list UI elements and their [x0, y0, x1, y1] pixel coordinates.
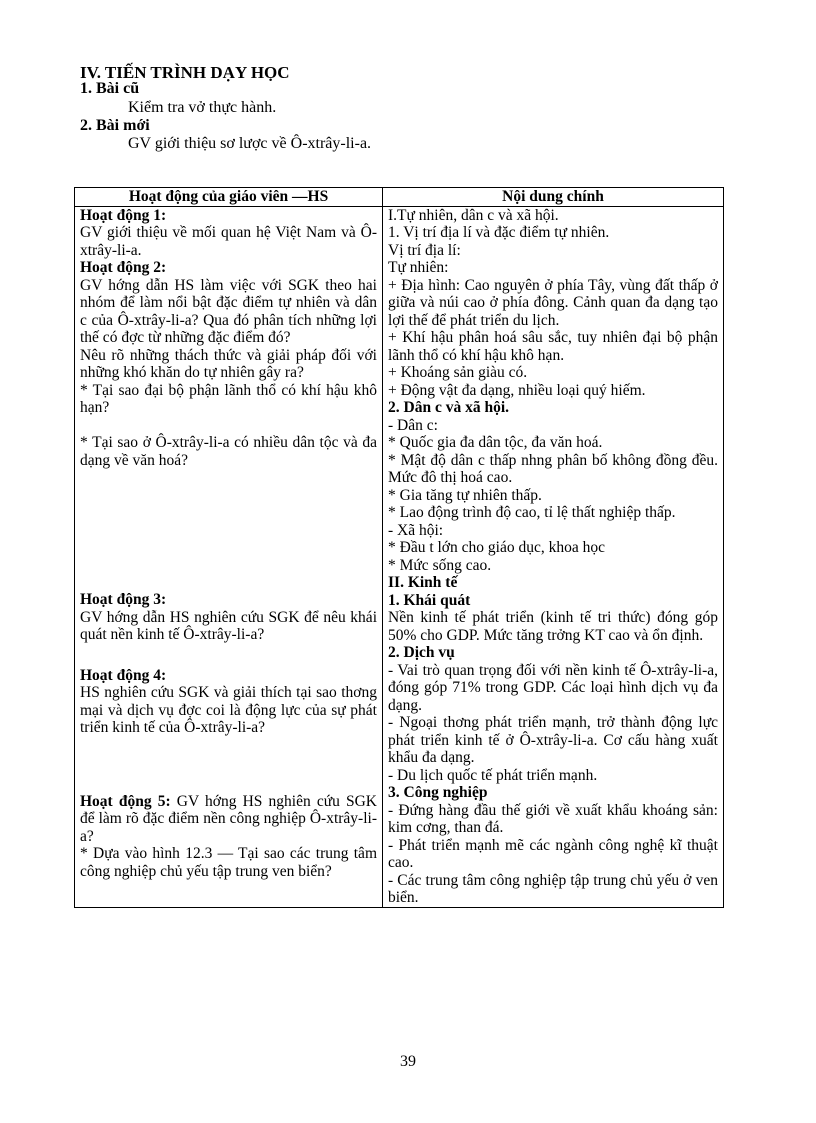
part1-title: 1. Bài cũ [80, 80, 140, 97]
activity-5-title: Hoạt động 5: [80, 792, 171, 810]
activity-2-text: Nêu rõ những thách thức và giải pháp đối với những khó khăn do tự nhiên gây ra? [80, 346, 377, 381]
activity-4-text: HS nghiên cứu SGK và giải thích tại sao thơng mại và dịch vụ đợc coi là động lực của sự phát triển kinh tế của Ô-xtrây-li-a? [80, 684, 377, 736]
activity-3-title: Hoạt động 3: [80, 591, 167, 608]
activity-1-text: GV giới thiệu về mối quan hệ Việt Nam và Ô-xtrây-li-a. [80, 224, 377, 259]
content-line: 1. Vị trí địa lí và đặc điểm tự nhiên. [388, 224, 610, 241]
content-line: - Dân c: [388, 416, 438, 434]
activity-5-body: GV hớng HS nghiên cứu SGK để làm rõ đặc điểm nền công nghiệp Ô-xtrây-li-a? [80, 792, 378, 845]
header-teacher-activity: Hoạt động của giáo viên —HS [75, 188, 383, 207]
content-paragraph: Nền kinh tế phát triển (kinh tế tri thức) đóng góp 50% cho GDP. Mức tăng trởng KT cao và ổn định. [388, 609, 718, 644]
activity-2-question: * Tại sao đại bộ phận lãnh thổ có khí hậu khô hạn? [80, 381, 377, 416]
content-paragraph: + Động vật đa dạng, nhiều loại quý hiếm. [388, 381, 646, 399]
activity-5-question: * Dựa vào hình 12.3 — Tại sao các trung tâm công nghiệp chủ yếu tập trung ven biển? [80, 845, 377, 880]
content-paragraph: - Các trung tâm công nghiệp tập trung chủ yếu ở ven biển. [388, 871, 718, 906]
part2-title: 2. Bài mới [80, 117, 150, 134]
content-column [383, 206, 724, 907]
activity-4-title: Hoạt động 4: [80, 666, 167, 684]
content-heading: 2. Dịch vụ [388, 644, 455, 661]
part1-text: Kiểm tra vở thực hành. [128, 99, 277, 116]
content-paragraph: * Gia tăng tự nhiên thấp. [388, 486, 542, 504]
activity-3-text: GV hớng dẫn HS nghiên cứu SGK để nêu khái quát nền kinh tế Ô-xtrây-li-a? [80, 608, 377, 643]
activity-2-question: * Tại sao ở Ô-xtrây-li-a có nhiều dân tộc và đa dạng về văn hoá? [80, 434, 377, 469]
content-paragraph: - Vai trò quan trọng đối với nền kinh tế Ô-xtrây-li-a, đóng góp 71% trong GDP. Các loại hình dịch vụ đa dạng. [388, 661, 718, 714]
section-title: IV. TIẾN TRÌNH DẠY HỌC [80, 63, 290, 82]
content-line: I.Tự nhiên, dân c và xã hội. [388, 206, 559, 224]
content-paragraph: - Ngoại thơng phát triển mạnh, trở thành động lực phát triển kinh tế ở Ô-xtrây-li-a. Cơ cấu hàng xuất khẩu đa dạng. [388, 714, 718, 766]
content-paragraph: * Lao động trình độ cao, tỉ lệ thất nghiệp thấp. [388, 504, 676, 521]
lesson-table [74, 187, 724, 908]
activity-5-text [80, 793, 377, 846]
content-paragraph: + Khoáng sản giàu có. [388, 364, 528, 381]
content-paragraph: - Phát triển mạnh mẽ các ngành công nghệ kĩ thuật cao. [388, 836, 718, 871]
activity-1-title: Hoạt động 1: [80, 206, 167, 224]
content-paragraph: + Địa hình: Cao nguyên ở phía Tây, vùng đất thấp ở giữa và núi cao ở phía đông. Cảnh quan đa dạng tạo lợi thế để phát triển du lịch. [388, 276, 718, 329]
content-line: Tự nhiên: [388, 259, 449, 276]
content-heading: 1. Khái quát [388, 591, 471, 609]
content-line: * Đầu t lớn cho giáo dục, khoa học [388, 539, 605, 556]
content-line: * Mức sống cao. [388, 556, 492, 574]
content-heading: 3. Công nghiệp [388, 784, 488, 801]
activity-2-title: Hoạt động 2: [80, 259, 167, 276]
content-paragraph: * Quốc gia đa dân tộc, đa văn hoá. [388, 434, 603, 451]
content-heading: 2. Dân c và xã hội. [388, 399, 509, 416]
activity-column [75, 206, 383, 907]
content-paragraph: + Khí hậu phân hoá sâu sắc, tuy nhiên đại bộ phận lãnh thổ có khí hậu khô hạn. [388, 329, 718, 364]
header-main-content: Nội dung chính [383, 188, 724, 207]
page-number: 39 [400, 1053, 416, 1070]
content-line: - Xã hội: [388, 521, 444, 539]
content-heading: II. Kinh tế [388, 574, 458, 591]
activity-2-text: GV hớng dẫn HS làm việc với SGK theo hai nhóm để làm nổi bật đặc điểm tự nhiên và dân c của Ô-xtrây-li-a? Qua đó phân tích những lợi thế có đợc từ những đặc điểm đó? [80, 276, 377, 346]
content-paragraph: * Mật độ dân c thấp nhng phân bố không đồng đều. Mức đô thị hoá cao. [388, 451, 718, 486]
content-paragraph: - Đứng hàng đầu thế giới về xuất khẩu khoáng sản: kim cơng, than đá. [388, 801, 718, 836]
content-line: Vị trí địa lí: [388, 241, 461, 259]
content-paragraph: - Du lịch quốc tế phát triển mạnh. [388, 766, 598, 784]
part2-text: GV giới thiệu sơ lược về Ô-xtrây-li-a. [128, 135, 372, 152]
